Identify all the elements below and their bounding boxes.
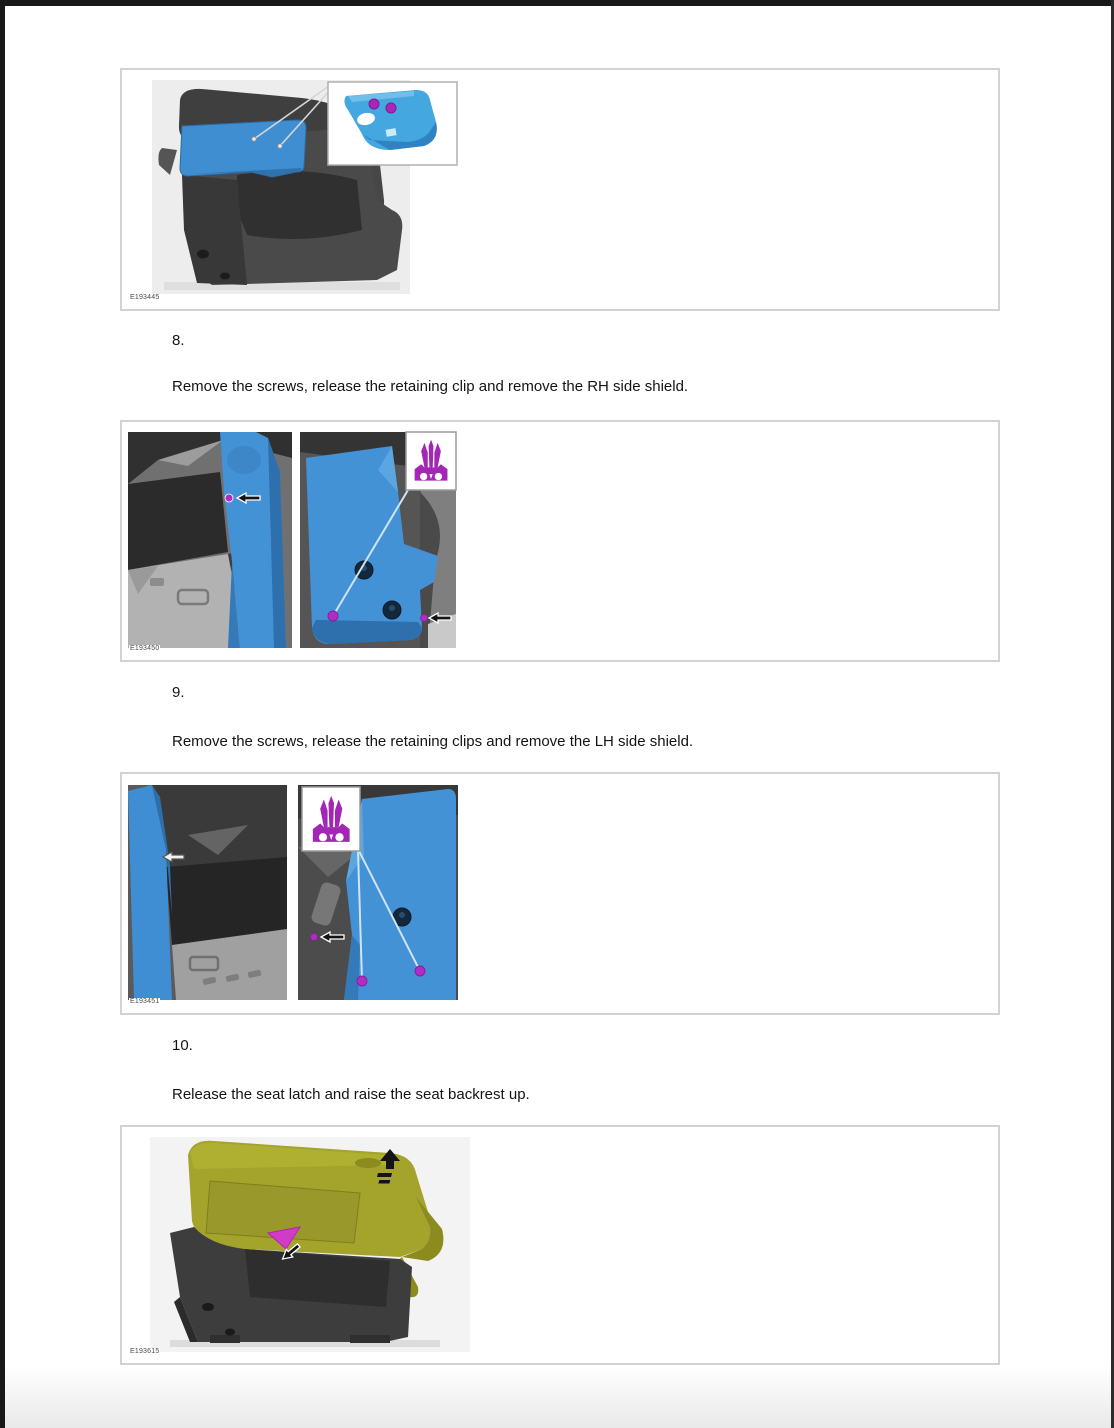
retaining-clip-point bbox=[328, 611, 338, 621]
figure-label: E193451 bbox=[130, 998, 160, 1005]
inset-clip-box bbox=[302, 787, 360, 851]
lh-shield-photo-screw bbox=[128, 785, 287, 1000]
step-8-number: 8. bbox=[172, 332, 185, 349]
inset-detail-box bbox=[328, 82, 457, 165]
callout-point bbox=[252, 137, 256, 141]
step-10-instruction: Release the seat latch and raise the seat backrest up. bbox=[172, 1086, 530, 1103]
page-frame-left bbox=[0, 0, 5, 1428]
seat-latch-photo bbox=[150, 1137, 470, 1352]
figure-label: E193615 bbox=[130, 1348, 160, 1355]
figure-image-rh-side-shield bbox=[122, 422, 998, 656]
figure-panel-seat-latch bbox=[120, 1125, 1000, 1365]
highlighted-rh-shield bbox=[220, 432, 286, 648]
screw-marker bbox=[225, 494, 233, 502]
rh-shield-photo-screw bbox=[128, 432, 292, 648]
screw-hole bbox=[383, 601, 401, 619]
bolt-hole bbox=[220, 273, 230, 280]
figure-panel-rh-side-shield bbox=[120, 420, 1000, 662]
callout-point bbox=[278, 144, 282, 148]
bolt-hole bbox=[197, 250, 209, 259]
figure-panel-lh-side-shield bbox=[120, 772, 1000, 1015]
figure-label: E193445 bbox=[130, 294, 160, 301]
highlighted-armrest-shield bbox=[180, 120, 306, 177]
figure-image-armrest-shield bbox=[122, 70, 998, 305]
page-frame-top bbox=[0, 0, 1114, 6]
screw-marker bbox=[421, 615, 428, 622]
retaining-clip-point bbox=[357, 976, 367, 986]
step-9-instruction: Remove the screws, release the retaining clips and remove the LH side shield. bbox=[172, 733, 694, 750]
figure-label: E193450 bbox=[130, 645, 160, 652]
step-9-number: 9. bbox=[172, 684, 185, 701]
inset-clip-box bbox=[406, 432, 456, 490]
retaining-clip-point bbox=[415, 966, 425, 976]
screw-marker bbox=[386, 103, 396, 113]
step-8-instruction: Remove the screws, release the retaining clip and remove the RH side shield. bbox=[172, 378, 689, 395]
figure-image-seat-latch bbox=[122, 1127, 998, 1359]
screw-marker bbox=[369, 99, 379, 109]
screw-marker bbox=[311, 934, 318, 941]
figure-image-lh-side-shield bbox=[122, 774, 998, 1009]
step-10-number: 10. bbox=[172, 1037, 193, 1054]
figure-panel-armrest-shield bbox=[120, 68, 1000, 311]
rh-shield-photo-clip bbox=[300, 432, 456, 648]
lh-shield-photo-clips bbox=[298, 785, 458, 1000]
page-bottom-fade bbox=[5, 1366, 1111, 1428]
